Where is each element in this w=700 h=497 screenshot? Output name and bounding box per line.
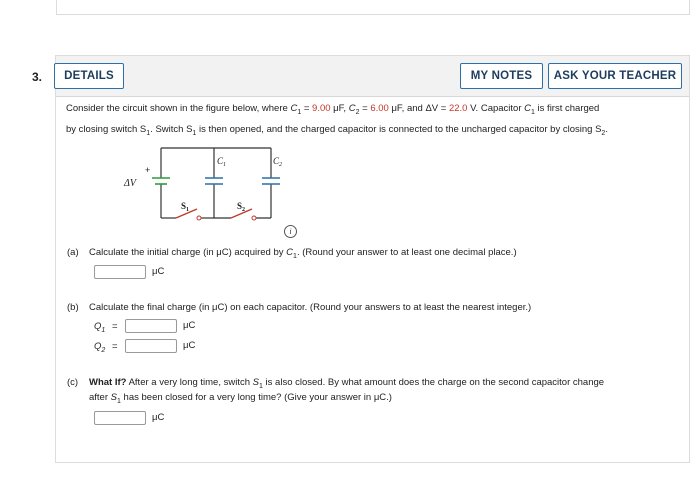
q1-label: $Q_1$ bbox=[94, 321, 106, 334]
part-c-prompt: (c) What If? After a very long time, switch $S_1$ is also closed. By what amount does the charge on the second capacitor change bbox=[67, 377, 605, 390]
problem-line-1: Consider the circuit shown in the figure below, where $C_1 = 9.00$ μF, $C_2 = 6.00$ μF, and ΔV = 22.0 V. Capacitor $C_1$ is first charged bbox=[66, 103, 600, 116]
details-button[interactable]: DETAILS bbox=[54, 63, 124, 89]
q2-answer-input[interactable] bbox=[125, 339, 177, 353]
circuit-diagram bbox=[121, 146, 291, 226]
q1-answer-input[interactable] bbox=[125, 319, 177, 333]
plus-sign: + bbox=[145, 165, 151, 175]
q1-unit: μC bbox=[183, 320, 196, 331]
dv-value: 22.0 bbox=[448, 103, 468, 114]
switch-s1-contact bbox=[197, 216, 201, 220]
c1-value: 9.00 bbox=[312, 103, 331, 114]
c2-label: $C_2$ bbox=[273, 156, 283, 168]
part-a-prompt: (a) Calculate the initial charge (in μC) acquired by $C_1$. (Round your answer to at least one decimal place.) bbox=[67, 247, 517, 260]
dv-label: ΔV bbox=[124, 178, 136, 189]
part-c-prompt-line-2: after $S_1$ has been closed for a very long time? (Give your answer in μC.) bbox=[89, 392, 392, 405]
part-a-answer-input[interactable] bbox=[94, 265, 146, 279]
ask-your-teacher-button[interactable]: ASK YOUR TEACHER bbox=[548, 63, 682, 89]
problem-line-2: by closing switch $S_1$. Switch $S_1$ is then opened, and the charged capacitor is connected to the uncharged capacitor by closing $S_2$. bbox=[66, 123, 608, 137]
c1-label: $C_1$ bbox=[217, 156, 227, 168]
switch-s2-contact bbox=[252, 216, 256, 220]
s2-label: $S_2$ bbox=[237, 201, 246, 213]
part-b-prompt: (b) Calculate the final charge (in μC) on each capacitor. (Round your answers to at least the nearest integer.) bbox=[67, 302, 532, 313]
problem-statement bbox=[66, 100, 676, 142]
q2-equals: = bbox=[112, 341, 118, 352]
question-number: 3. bbox=[32, 70, 43, 84]
q1-equals: = bbox=[112, 321, 118, 332]
question-card bbox=[55, 55, 690, 463]
info-icon[interactable]: i bbox=[284, 225, 297, 238]
part-c-answer-input[interactable] bbox=[94, 411, 146, 425]
q2-unit: μC bbox=[183, 340, 196, 351]
question-header bbox=[56, 56, 689, 97]
part-c-unit: μC bbox=[152, 412, 165, 423]
c2-value: 6.00 bbox=[370, 103, 389, 114]
previous-question-card bbox=[56, 0, 690, 15]
my-notes-button[interactable]: MY NOTES bbox=[460, 63, 543, 89]
part-a-unit: μC bbox=[152, 266, 165, 277]
s1-label: $S_1$ bbox=[181, 201, 190, 213]
q2-label: $Q_2$ bbox=[94, 341, 106, 354]
